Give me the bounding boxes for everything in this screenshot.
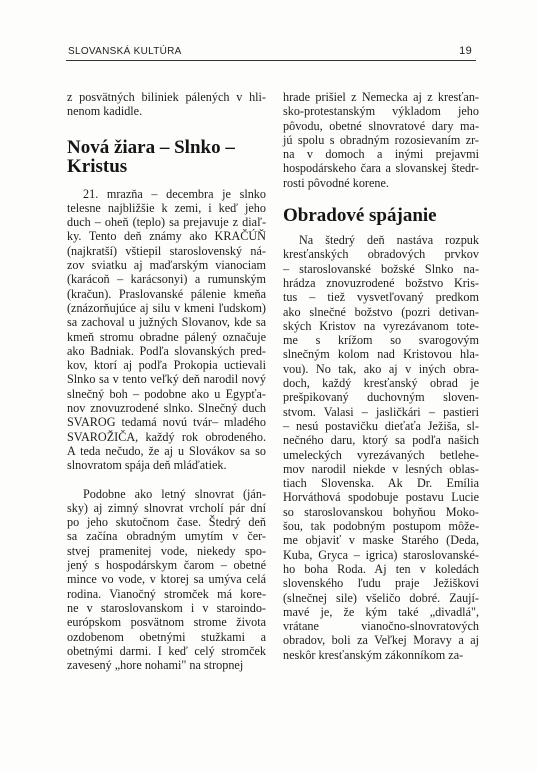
section-heading-nova-ziara bbox=[67, 138, 266, 176]
text-line: SVAROŽIČA, každý rok obrodeného. bbox=[67, 429, 266, 444]
text-line: Horváthová spodobuje postavu Lucie bbox=[283, 490, 479, 505]
text-line: slovenského ľudu praje Ježiškovi bbox=[283, 576, 479, 591]
text-line: šou, tak podobným postupom môže- bbox=[283, 519, 479, 534]
text-line: Podobne ako letný slnovrat (ján- bbox=[83, 486, 266, 501]
text-line: kov, ktorí aj podľa Prokopia uctievali bbox=[67, 358, 266, 373]
text-line: európskom posvätnom strome života bbox=[67, 615, 266, 630]
intro-paragraph bbox=[67, 90, 266, 119]
text-line: sa zachoval u južných Slovanov, kde sa bbox=[67, 315, 266, 330]
text-line: (slnečnej sile) všeličo dobré. Zaují- bbox=[283, 590, 479, 605]
text-line: na v domoch a inými prejavmi bbox=[283, 147, 479, 162]
text-line: so staroslovanskou bohyňou Moko- bbox=[283, 504, 479, 519]
body-paragraph bbox=[283, 233, 479, 662]
text-line: tus – tiež vysvetľovaný predkom bbox=[283, 290, 479, 305]
text-line: obradov, boli za Veľkej Moravy a aj bbox=[283, 633, 479, 648]
text-line: ne v staroslovanskom i v staroindo- bbox=[67, 600, 266, 615]
text-line: ských Kristov na vyrezávanom tote- bbox=[283, 318, 479, 333]
text-line: zov sviatku aj maďarským vianociam bbox=[67, 258, 266, 273]
text-line: duch – oheň (teplo) sa prejavuje z diaľ- bbox=[67, 215, 266, 230]
text-line: Kristus bbox=[67, 155, 128, 177]
text-line: Obradové spájanie bbox=[283, 205, 437, 227]
text-line: vrátane vianočno-slnovratových bbox=[283, 619, 479, 634]
left-column bbox=[67, 90, 266, 672]
body-paragraph bbox=[67, 487, 266, 673]
text-line: umeleckých vyrezávaných betlehe- bbox=[283, 447, 479, 462]
text-line: zavesený „hore nohami" na stropnej bbox=[67, 658, 244, 673]
text-line: kmeň stromu obradne pálený označuje bbox=[67, 329, 266, 344]
text-line: Slnko sa v tento veľký deň narodil nový bbox=[67, 372, 266, 387]
text-line: nenom kadidle. bbox=[67, 104, 143, 119]
text-line: neskôr kresťanským zákonníkom za- bbox=[283, 647, 464, 662]
text-line: rosti pôvodné korene. bbox=[283, 175, 389, 190]
text-line: nečného daru, ktorý sa podľa našich bbox=[283, 433, 479, 448]
text-line: obetnými darmi. I keď celý stromček bbox=[67, 643, 266, 658]
body-paragraph bbox=[67, 187, 266, 473]
text-line: Nová žiara – Slnko – bbox=[67, 136, 235, 158]
text-line: – staroslovanské božské Slnko na- bbox=[283, 261, 479, 276]
text-line: A teda nečudo, že aj u Slovákov sa so bbox=[67, 443, 266, 458]
text-line: sky) aj zimný slnovrat vrcholí pár dní bbox=[67, 500, 266, 515]
body-paragraph bbox=[283, 90, 479, 190]
text-line: z posvätných biliniek pálených v hli- bbox=[67, 90, 266, 104]
text-line: sko-protestanským výkladom jeho bbox=[283, 104, 479, 119]
text-line: jú spolu s obradným rozosievaním zr- bbox=[283, 132, 479, 147]
text-line: slnečným kolom nad Kristovou hla- bbox=[283, 347, 479, 362]
header-title: SLOVANSKÁ KULTÚRA bbox=[68, 46, 182, 57]
text-line: pôvodu, obetné slnovratové dary ma- bbox=[283, 118, 479, 133]
text-line: nov znovuzrodené slnko. Slnečný duch bbox=[67, 401, 266, 416]
header-rule bbox=[66, 60, 476, 61]
text-line: 21. mrazňa – decembra je slnko bbox=[83, 186, 266, 201]
text-line: po jeho skutočnom čase. Štedrý deň bbox=[67, 515, 266, 530]
text-line: me objaviť v maske Starého (Deda, bbox=[283, 533, 479, 548]
text-line: (znázorňujúce aj silu v kmeni ľudskom) bbox=[67, 300, 266, 315]
text-line: ako slnečné božstvo (pozri detivan- bbox=[283, 304, 479, 319]
text-line: ozdobenom obetnými stužkami a bbox=[67, 629, 266, 644]
text-line: vou). No tak, ako aj v iných obra- bbox=[283, 361, 479, 376]
right-column bbox=[283, 90, 479, 662]
text-line: prešpikovaný duchovným sloven- bbox=[283, 390, 479, 405]
text-line: Kuba, Gryca – igrica) staroslovanské- bbox=[283, 547, 479, 562]
text-line: stvom. Valasi – jasličkári – pastieri bbox=[283, 404, 479, 419]
text-line: rodina. Vianočný stromček má kore- bbox=[67, 586, 266, 601]
text-line: hrade prišiel z Nemecka aj z kresťan- bbox=[283, 90, 479, 104]
text-line: (kračun). Praslovanské pálenie kmeňa bbox=[67, 286, 266, 301]
text-line: ako Badniak. Podľa slovanských pred- bbox=[67, 343, 266, 358]
text-line: mince vo vode, v ktorej sa umýva celá bbox=[67, 572, 266, 587]
text-line: SVAROG tedamá novú tvár– mladého bbox=[67, 415, 266, 430]
text-line: ky. Tento deň známy ako KRAČÚŇ bbox=[67, 229, 266, 244]
text-line: tiach Slovenska. Ak Dr. Emília bbox=[283, 476, 479, 491]
page-number: 19 bbox=[459, 45, 472, 57]
text-line: Na štedrý deň nastáva rozpuk bbox=[299, 233, 479, 248]
text-line: – nesú postavičku dieťaťa Ježiša, sl- bbox=[283, 418, 479, 433]
section-heading-obradove-spajanie bbox=[283, 206, 479, 225]
text-line: ho boha Roda. Aj ten v koledách bbox=[283, 561, 479, 576]
text-line: (najkratší) vštiepil staroslovenský ná- bbox=[67, 243, 266, 258]
text-line: (karácoň – karácsonyi) a rumunským bbox=[67, 272, 266, 287]
text-line: stvej pramenitej vode, niekedy spo- bbox=[67, 543, 266, 558]
text-line: sa začína obradným umytím v čer- bbox=[67, 529, 266, 544]
text-line: me s krížom so svarogovým bbox=[283, 333, 479, 348]
text-line: mavé je, že kým také „divadlá", bbox=[283, 604, 479, 619]
text-line: slnovratom spája deň mláďatiek. bbox=[67, 458, 227, 473]
text-line: slnečný boh – podobne ako u Egypťa- bbox=[67, 386, 266, 401]
text-line: mov narodil niekde v lesných oblas- bbox=[283, 461, 479, 476]
text-line: hrádza znovuzrodené božstvo Kris- bbox=[283, 275, 479, 290]
text-line: kresťanských obradových prvkov bbox=[283, 247, 479, 262]
text-line: hospodárskeho čara a slovanskej štedr- bbox=[283, 161, 479, 176]
text-line: jený s hospodárskym čarom – obetné bbox=[67, 558, 266, 573]
text-line: doch, každý kresťanský obrad je bbox=[283, 376, 479, 391]
text-line: telesne najbližšie k zemi, i keď jeho bbox=[67, 200, 266, 215]
running-header bbox=[68, 44, 474, 60]
